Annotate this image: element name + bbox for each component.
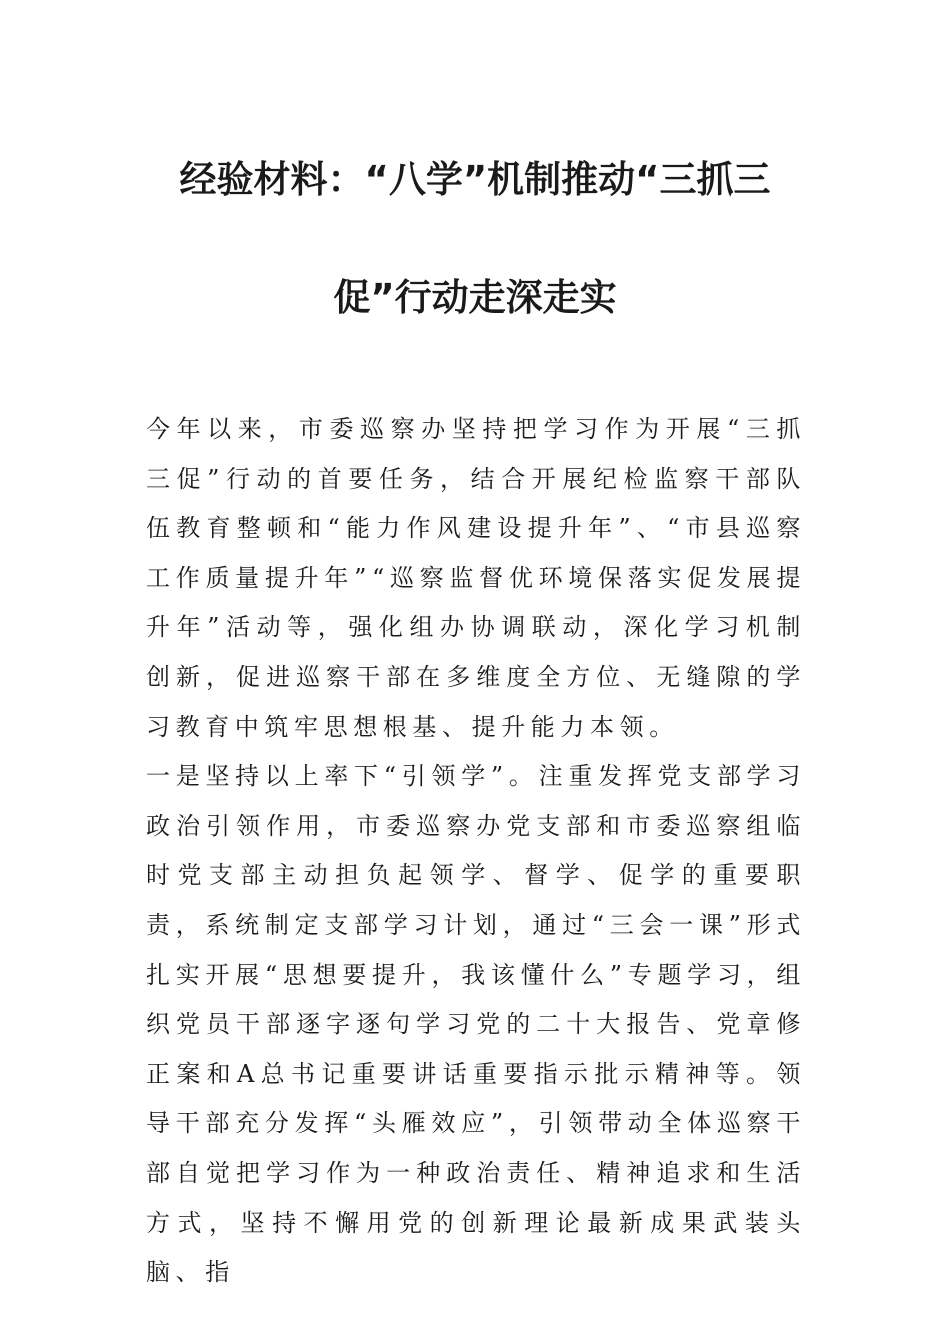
document-title-line-1: 经验材料：“八学”机制推动“三抓三 xyxy=(179,158,771,201)
paragraph-intro: 今年以来，市委巡察办坚持把学习作为开展“三抓三促”行动的首要任务，结合开展纪检监察干部队伍教育整顿和“能力作风建设提升年”、“市县巡察工作质量提升年”“巡察监督优环境保落实促发展提升年”活动等，强化组办协调联动，深化学习机制创新，促进巡察干部在多维度全方位、无缝隙的学习教育中筑牢思想根基、提升能力本领。 xyxy=(146,415,806,741)
document-body xyxy=(146,405,806,1298)
paragraph-point-one: 一是坚持以上率下“引领学”。注重发挥党支部学习政治引领作用，市委巡察办党支部和市委巡察组临时党支部主动担负起领学、督学、促学的重要职责，系统制定支部学习计划，通过“三会一课”形式扎实开展“思想要提升，我该懂什么”专题学习，组织党员干部逐字逐句学习党的二十大报告、党章修正案和A总书记重要讲话重要指示批示精神等。领导干部充分发挥“头雁效应”，引领带动全体巡察干部自觉把学习作为一种政治责任、精神追求和生活方式，坚持不懈用党的创新理论最新成果武装头脑、指 xyxy=(146,762,806,1287)
document-title-line-2: 促”行动走深走实 xyxy=(333,276,617,319)
